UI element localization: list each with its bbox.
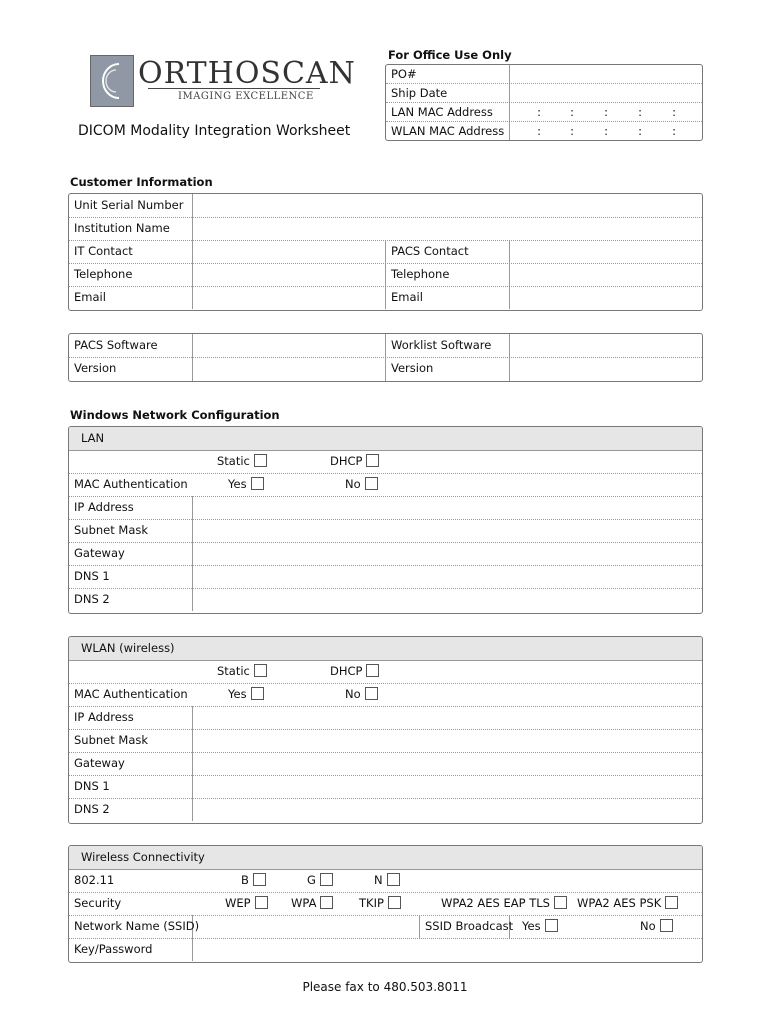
wlan-mac-yes-option	[228, 683, 264, 706]
lan-dhcp-option	[330, 450, 379, 473]
lan-header-label: LAN	[81, 431, 105, 445]
no-label: No	[345, 477, 361, 491]
wlan-dns1-label: DNS 1	[74, 779, 110, 793]
ship-date-label: Ship Date	[391, 86, 448, 100]
dhcp-label: DHCP	[330, 454, 363, 468]
tkip-checkbox[interactable]	[388, 896, 401, 909]
fax-note: Please fax to 480.503.8011	[302, 980, 468, 994]
table-row	[69, 892, 702, 916]
wlan-gateway-label: Gateway	[74, 756, 125, 770]
yes-label: Yes	[228, 687, 247, 701]
dhcp-label: DHCP	[330, 664, 363, 678]
lan-mac-no-checkbox[interactable]	[365, 477, 378, 490]
mac-separator: :	[638, 105, 642, 119]
wpa2-eap-checkbox[interactable]	[554, 896, 567, 909]
table-row	[69, 775, 702, 799]
office-use-title: For Office Use Only	[388, 48, 512, 62]
ssid-yes-checkbox[interactable]	[545, 919, 558, 932]
table-row	[69, 496, 702, 520]
lan-static-checkbox[interactable]	[254, 454, 267, 467]
mac-separator: :	[537, 124, 541, 138]
wpa2-psk-label: WPA2 AES PSK	[577, 896, 662, 910]
wpa2-psk-checkbox[interactable]	[665, 896, 678, 909]
table-row	[69, 706, 702, 730]
lan-mac-yes-checkbox[interactable]	[251, 477, 264, 490]
table-row	[386, 103, 702, 122]
lan-mac-auth-label: MAC Authentication	[74, 477, 188, 491]
wpa-label: WPA	[291, 896, 317, 910]
wlan-mac-yes-checkbox[interactable]	[251, 687, 264, 700]
no-label: No	[345, 687, 361, 701]
table-row	[69, 450, 702, 474]
brand-name: ORTHOSCAN	[138, 56, 356, 91]
lan-header	[69, 427, 702, 451]
b-label: B	[241, 873, 249, 887]
wlan-header-label: WLAN (wireless)	[81, 641, 175, 655]
b-checkbox[interactable]	[253, 873, 266, 886]
table-row	[69, 565, 702, 589]
table-row	[69, 240, 702, 264]
wlan-mac-no-checkbox[interactable]	[365, 687, 378, 700]
table-row	[69, 519, 702, 543]
customer-info-title: Customer Information	[70, 175, 213, 189]
table-row	[69, 263, 702, 287]
table-row	[69, 588, 702, 611]
wpa2-eap-option	[441, 892, 567, 915]
mac-separator: :	[570, 105, 574, 119]
table-row	[386, 122, 702, 140]
wlan-mac-auth-label: MAC Authentication	[74, 687, 188, 701]
lan-ip-label: IP Address	[74, 500, 134, 514]
pacs-email-label: Email	[391, 290, 423, 304]
mac-separator: :	[537, 105, 541, 119]
n-option	[374, 869, 400, 892]
wlan-mac-label: WLAN MAC Address	[391, 124, 505, 138]
g-label: G	[307, 873, 316, 887]
po-label: PO#	[391, 67, 417, 81]
table-row	[69, 542, 702, 566]
wlan-dhcp-checkbox[interactable]	[366, 664, 379, 677]
table-row	[69, 194, 702, 218]
std-label: 802.11	[74, 873, 115, 887]
g-option	[307, 869, 333, 892]
table-row	[69, 683, 702, 707]
tkip-option	[359, 892, 401, 915]
lan-dhcp-checkbox[interactable]	[366, 454, 379, 467]
static-label: Static	[217, 454, 250, 468]
pacs-telephone-label: Telephone	[391, 267, 450, 281]
lan-gateway-label: Gateway	[74, 546, 125, 560]
pacs-contact-label: PACS Contact	[391, 244, 469, 258]
it-contact-label: IT Contact	[74, 244, 133, 258]
n-checkbox[interactable]	[387, 873, 400, 886]
pacs-version-label: Version	[74, 361, 117, 375]
worklist-software-label: Worklist Software	[391, 338, 492, 352]
wep-checkbox[interactable]	[255, 896, 268, 909]
network-config-title: Windows Network Configuration	[70, 408, 280, 422]
pacs-software-label: PACS Software	[74, 338, 158, 352]
lan-mac-yes-option	[228, 473, 264, 496]
static-label: Static	[217, 664, 250, 678]
security-label: Security	[74, 896, 122, 910]
wlan-ip-label: IP Address	[74, 710, 134, 724]
wlan-table	[68, 636, 703, 824]
lan-mac-no-option	[345, 473, 378, 496]
table-row	[69, 286, 702, 309]
wlan-static-checkbox[interactable]	[254, 664, 267, 677]
table-row	[386, 84, 702, 103]
wlan-static-option	[217, 660, 267, 683]
serial-label: Unit Serial Number	[74, 198, 184, 212]
table-row	[69, 915, 702, 939]
customer-info-table	[68, 193, 703, 311]
key-label: Key/Password	[74, 942, 153, 956]
logo-icon	[90, 55, 134, 107]
table-row	[69, 729, 702, 753]
mac-separator: :	[672, 105, 676, 119]
it-email-label: Email	[74, 290, 106, 304]
wlan-dns2-label: DNS 2	[74, 802, 110, 816]
ssid-label: Network Name (SSID)	[74, 919, 200, 933]
ssid-no-checkbox[interactable]	[660, 919, 673, 932]
wireless-header	[69, 846, 702, 870]
worklist-version-label: Version	[391, 361, 434, 375]
wlan-mac-no-option	[345, 683, 378, 706]
mac-separator: :	[570, 124, 574, 138]
wpa-option	[291, 892, 333, 915]
logo-c-arm-icon	[91, 56, 133, 106]
ssid-broadcast-label: SSID Broadcast	[425, 919, 514, 933]
table-row	[69, 752, 702, 776]
g-checkbox[interactable]	[320, 873, 333, 886]
wep-option	[225, 892, 268, 915]
table-row	[69, 869, 702, 893]
table-row	[69, 334, 702, 358]
wep-label: WEP	[225, 896, 251, 910]
wpa2-psk-option	[577, 892, 678, 915]
lan-dns1-label: DNS 1	[74, 569, 110, 583]
no-label: No	[640, 919, 656, 933]
lan-dns2-label: DNS 2	[74, 592, 110, 606]
tkip-label: TKIP	[359, 896, 384, 910]
software-table	[68, 333, 703, 382]
yes-label: Yes	[522, 919, 541, 933]
wireless-header-label: Wireless Connectivity	[81, 850, 205, 864]
wpa2-eap-label: WPA2 AES EAP TLS	[441, 896, 550, 910]
table-row	[69, 217, 702, 241]
it-telephone-label: Telephone	[74, 267, 133, 281]
lan-static-option	[217, 450, 267, 473]
n-label: N	[374, 873, 383, 887]
wpa-checkbox[interactable]	[320, 896, 333, 909]
lan-table	[68, 426, 703, 614]
mac-separator: :	[638, 124, 642, 138]
doc-title: DICOM Modality Integration Worksheet	[78, 123, 351, 139]
ssid-no-option	[640, 915, 673, 938]
wlan-subnet-label: Subnet Mask	[74, 733, 149, 747]
b-option	[241, 869, 266, 892]
lan-subnet-label: Subnet Mask	[74, 523, 149, 537]
ssid-yes-option	[522, 915, 558, 938]
table-row	[386, 65, 702, 84]
mac-separator: :	[672, 124, 676, 138]
brand-tagline: IMAGING EXCELLENCE	[178, 91, 314, 102]
table-row	[69, 938, 702, 961]
wlan-header	[69, 637, 702, 661]
table-row	[69, 660, 702, 684]
mac-separator: :	[604, 105, 608, 119]
yes-label: Yes	[228, 477, 247, 491]
institution-label: Institution Name	[74, 221, 170, 235]
brand-divider	[148, 88, 320, 89]
table-row	[69, 357, 702, 380]
wireless-connectivity-table	[68, 845, 703, 963]
lan-mac-label: LAN MAC Address	[391, 105, 493, 119]
table-row	[69, 473, 702, 497]
wlan-dhcp-option	[330, 660, 379, 683]
table-row	[69, 798, 702, 821]
mac-separator: :	[604, 124, 608, 138]
office-use-table	[385, 64, 703, 141]
